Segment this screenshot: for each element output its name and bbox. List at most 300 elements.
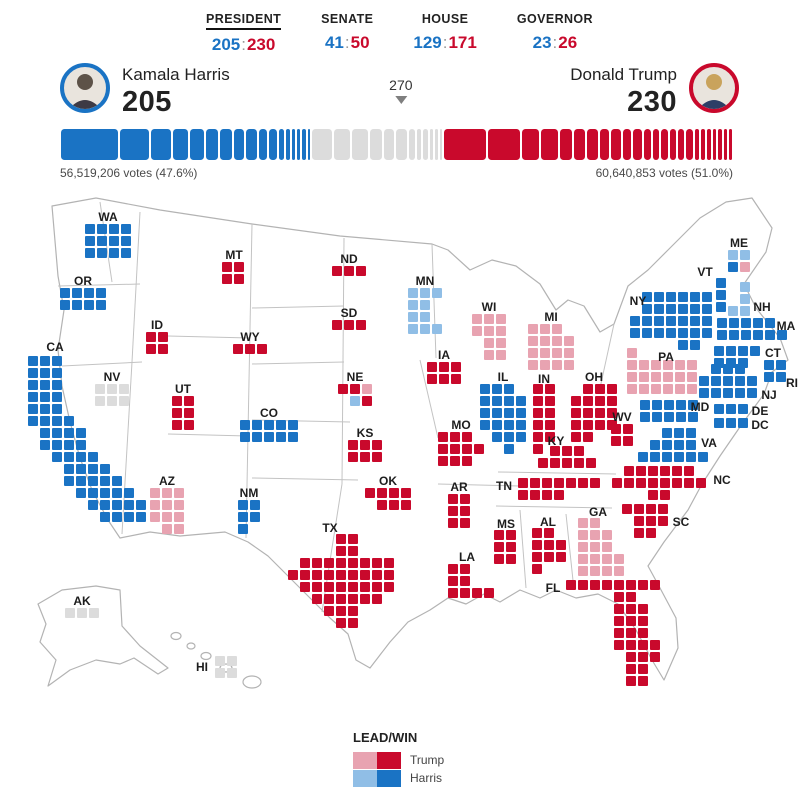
state-cell-ri[interactable] [764, 372, 774, 382]
state-cell-tn[interactable] [530, 478, 540, 488]
state-cell-ny[interactable] [654, 328, 664, 338]
state-cell-az[interactable] [174, 512, 184, 522]
state-cell-sc[interactable] [658, 504, 668, 514]
state-cell-wi[interactable] [496, 314, 506, 324]
state-cell-ms[interactable] [506, 542, 516, 552]
state-cell-wa[interactable] [121, 248, 131, 258]
state-cell-or[interactable] [72, 300, 82, 310]
state-cell-al[interactable] [532, 528, 542, 538]
state-cell-pa[interactable] [675, 372, 685, 382]
state-cell-pa[interactable] [627, 384, 637, 394]
state-cell-ca[interactable] [40, 404, 50, 414]
state-cell-id[interactable] [158, 332, 168, 342]
bar-segment[interactable] [302, 129, 305, 160]
state-cell-nj[interactable] [699, 388, 709, 398]
state-cell-vt[interactable] [716, 290, 726, 300]
state-cell-tx[interactable] [300, 582, 310, 592]
state-cell-ca[interactable] [52, 380, 62, 390]
state-cell-ca[interactable] [40, 392, 50, 402]
bar-segment[interactable] [707, 129, 711, 160]
state-cell-il[interactable] [492, 420, 502, 430]
state-cell-ky[interactable] [574, 446, 584, 456]
state-cell-pa[interactable] [675, 360, 685, 370]
state-cell-ut[interactable] [184, 420, 194, 430]
state-cell-mn[interactable] [420, 300, 430, 310]
state-cell-oh[interactable] [595, 420, 605, 430]
state-cell-ms[interactable] [494, 554, 504, 564]
state-cell-mi[interactable] [564, 336, 574, 346]
bar-segment[interactable] [488, 129, 520, 160]
state-cell-wa[interactable] [109, 224, 119, 234]
state-cell-tn[interactable] [590, 478, 600, 488]
state-cell-sd[interactable] [356, 320, 366, 330]
bar-segment[interactable] [396, 129, 407, 160]
state-cell-pa[interactable] [663, 384, 673, 394]
state-cell-ar[interactable] [448, 506, 458, 516]
state-cell-dc[interactable] [714, 418, 724, 428]
state-cell-nv[interactable] [95, 384, 105, 394]
state-cell-ca[interactable] [64, 440, 74, 450]
bar-segment[interactable] [600, 129, 609, 160]
state-cell-oh[interactable] [583, 432, 593, 442]
state-cell-ca[interactable] [76, 440, 86, 450]
state-cell-az[interactable] [162, 500, 172, 510]
state-cell-oh[interactable] [607, 384, 617, 394]
state-cell-mi[interactable] [540, 360, 550, 370]
state-cell-nc[interactable] [684, 478, 694, 488]
state-cell-fl[interactable] [638, 676, 648, 686]
state-cell-ga[interactable] [578, 554, 588, 564]
state-cell-wi[interactable] [496, 338, 506, 348]
state-cell-ma[interactable] [765, 318, 775, 328]
state-cell-nd[interactable] [344, 266, 354, 276]
state-cell-ok[interactable] [389, 488, 399, 498]
state-cell-nj[interactable] [747, 376, 757, 386]
state-cell-fl[interactable] [650, 640, 660, 650]
state-cell-nv[interactable] [107, 384, 117, 394]
state-cell-co[interactable] [252, 432, 262, 442]
state-cell-mt[interactable] [222, 262, 232, 272]
state-cell-ny[interactable] [678, 328, 688, 338]
state-cell-mn[interactable] [432, 288, 442, 298]
state-cell-tn[interactable] [518, 478, 528, 488]
state-cell-pa[interactable] [639, 384, 649, 394]
state-cell-sc[interactable] [634, 528, 644, 538]
state-cell-tn[interactable] [542, 490, 552, 500]
state-cell-tx[interactable] [372, 594, 382, 604]
state-cell-ne[interactable] [362, 384, 372, 394]
state-cell-ca[interactable] [28, 368, 38, 378]
state-cell-ca[interactable] [28, 404, 38, 414]
state-cell-wi[interactable] [484, 314, 494, 324]
state-cell-me[interactable] [740, 262, 750, 272]
state-cell-ri[interactable] [776, 372, 786, 382]
state-cell-nh[interactable] [740, 306, 750, 316]
state-cell-tn[interactable] [578, 478, 588, 488]
state-cell-ct[interactable] [738, 346, 748, 356]
bar-segment[interactable] [435, 129, 438, 160]
state-cell-ut[interactable] [172, 396, 182, 406]
state-cell-ca[interactable] [64, 428, 74, 438]
state-cell-ga[interactable] [614, 566, 624, 576]
state-cell-nm[interactable] [250, 500, 260, 510]
state-cell-tx[interactable] [324, 582, 334, 592]
state-cell-il[interactable] [480, 408, 490, 418]
state-cell-wv[interactable] [623, 436, 633, 446]
state-cell-ga[interactable] [590, 554, 600, 564]
state-cell-nj[interactable] [735, 376, 745, 386]
state-cell-mi[interactable] [540, 336, 550, 346]
state-cell-ca[interactable] [88, 500, 98, 510]
state-cell-mi[interactable] [552, 324, 562, 334]
state-cell-oh[interactable] [595, 396, 605, 406]
state-cell-wi[interactable] [484, 350, 494, 360]
state-cell-nc[interactable] [660, 478, 670, 488]
bar-segment[interactable] [444, 129, 486, 160]
state-cell-ca[interactable] [40, 380, 50, 390]
state-cell-nc[interactable] [684, 466, 694, 476]
state-cell-ma[interactable] [741, 330, 751, 340]
bar-segment[interactable] [370, 129, 382, 160]
bar-segment[interactable] [417, 129, 421, 160]
tab-president[interactable] [206, 10, 281, 55]
state-cell-ca[interactable] [40, 416, 50, 426]
state-cell-wi[interactable] [496, 350, 506, 360]
state-cell-ca[interactable] [76, 488, 86, 498]
state-cell-co[interactable] [240, 420, 250, 430]
bar-segment[interactable] [729, 129, 732, 160]
state-cell-ny[interactable] [678, 340, 688, 350]
state-cell-ar[interactable] [460, 506, 470, 516]
state-cell-tx[interactable] [372, 558, 382, 568]
state-cell-ca[interactable] [40, 356, 50, 366]
state-cell-wy[interactable] [245, 344, 255, 354]
state-cell-ia[interactable] [427, 362, 437, 372]
state-cell-ct[interactable] [750, 346, 760, 356]
state-cell-ut[interactable] [184, 408, 194, 418]
state-cell-ny[interactable] [690, 316, 700, 326]
state-cell-tx[interactable] [300, 570, 310, 580]
state-cell-nv[interactable] [119, 396, 129, 406]
state-cell-sc[interactable] [634, 504, 644, 514]
state-cell-ok[interactable] [401, 500, 411, 510]
state-cell-ny[interactable] [702, 304, 712, 314]
state-cell-ca[interactable] [28, 380, 38, 390]
state-cell-il[interactable] [516, 420, 526, 430]
state-cell-va[interactable] [674, 452, 684, 462]
state-cell-co[interactable] [288, 420, 298, 430]
state-cell-wi[interactable] [496, 326, 506, 336]
state-cell-ri[interactable] [776, 360, 786, 370]
state-cell-ca[interactable] [76, 428, 86, 438]
state-cell-tx[interactable] [312, 570, 322, 580]
state-cell-in[interactable] [533, 420, 543, 430]
state-cell-or[interactable] [72, 288, 82, 298]
state-cell-la[interactable] [460, 576, 470, 586]
state-cell-il[interactable] [480, 396, 490, 406]
state-cell-ca[interactable] [40, 368, 50, 378]
state-cell-ca[interactable] [76, 464, 86, 474]
state-cell-al[interactable] [544, 528, 554, 538]
state-cell-tx[interactable] [348, 534, 358, 544]
state-cell-id[interactable] [158, 344, 168, 354]
state-cell-nj[interactable] [735, 388, 745, 398]
state-cell-in[interactable] [545, 420, 555, 430]
state-cell-ca[interactable] [52, 428, 62, 438]
state-cell-mi[interactable] [528, 348, 538, 358]
state-cell-ma[interactable] [717, 330, 727, 340]
state-cell-nh[interactable] [728, 306, 738, 316]
state-cell-nj[interactable] [723, 364, 733, 374]
state-cell-ca[interactable] [28, 392, 38, 402]
state-cell-ma[interactable] [717, 318, 727, 328]
state-cell-id[interactable] [146, 332, 156, 342]
state-cell-la[interactable] [448, 588, 458, 598]
state-cell-ks[interactable] [372, 452, 382, 462]
state-cell-la[interactable] [472, 588, 482, 598]
state-cell-az[interactable] [174, 524, 184, 534]
bar-segment[interactable] [151, 129, 171, 160]
state-cell-wy[interactable] [257, 344, 267, 354]
bar-segment[interactable] [297, 129, 300, 160]
bar-segment[interactable] [308, 129, 310, 160]
state-cell-fl[interactable] [638, 580, 648, 590]
state-cell-vt[interactable] [716, 278, 726, 288]
state-cell-il[interactable] [504, 432, 514, 442]
bar-segment[interactable] [269, 129, 276, 160]
state-cell-va[interactable] [674, 440, 684, 450]
state-cell-ca[interactable] [100, 464, 110, 474]
bar-segment[interactable] [686, 129, 692, 160]
state-cell-co[interactable] [276, 420, 286, 430]
state-cell-va[interactable] [698, 452, 708, 462]
state-cell-ky[interactable] [562, 458, 572, 468]
bar-segment[interactable] [292, 129, 295, 160]
state-cell-nc[interactable] [660, 490, 670, 500]
state-cell-wi[interactable] [472, 326, 482, 336]
state-cell-il[interactable] [480, 420, 490, 430]
state-cell-fl[interactable] [638, 628, 648, 638]
state-cell-ok[interactable] [365, 488, 375, 498]
state-cell-mn[interactable] [420, 288, 430, 298]
state-cell-tx[interactable] [348, 606, 358, 616]
state-cell-al[interactable] [532, 540, 542, 550]
state-cell-oh[interactable] [571, 408, 581, 418]
state-cell-ca[interactable] [76, 476, 86, 486]
state-cell-ny[interactable] [678, 292, 688, 302]
state-cell-tx[interactable] [348, 570, 358, 580]
state-cell-or[interactable] [84, 288, 94, 298]
state-cell-ny[interactable] [666, 292, 676, 302]
state-cell-fl[interactable] [626, 592, 636, 602]
state-cell-nj[interactable] [699, 376, 709, 386]
state-cell-tx[interactable] [312, 582, 322, 592]
state-cell-ok[interactable] [401, 488, 411, 498]
state-cell-mo[interactable] [438, 444, 448, 454]
state-cell-fl[interactable] [650, 580, 660, 590]
state-cell-tx[interactable] [372, 582, 382, 592]
state-cell-in[interactable] [533, 396, 543, 406]
state-cell-ks[interactable] [348, 440, 358, 450]
state-cell-pa[interactable] [675, 384, 685, 394]
state-cell-tx[interactable] [348, 558, 358, 568]
state-cell-ca[interactable] [88, 452, 98, 462]
state-cell-co[interactable] [264, 432, 274, 442]
state-cell-nh[interactable] [740, 294, 750, 304]
state-cell-ny[interactable] [678, 316, 688, 326]
state-cell-ga[interactable] [578, 566, 588, 576]
state-cell-ca[interactable] [52, 356, 62, 366]
state-cell-ne[interactable] [350, 396, 360, 406]
state-cell-il[interactable] [504, 444, 514, 454]
state-cell-pa[interactable] [627, 360, 637, 370]
state-cell-sc[interactable] [622, 504, 632, 514]
state-cell-va[interactable] [662, 428, 672, 438]
state-cell-tn[interactable] [554, 490, 564, 500]
state-cell-ca[interactable] [52, 404, 62, 414]
state-cell-tx[interactable] [312, 594, 322, 604]
state-cell-va[interactable] [686, 452, 696, 462]
state-cell-dc[interactable] [738, 418, 748, 428]
state-cell-ar[interactable] [448, 494, 458, 504]
state-cell-fl[interactable] [614, 628, 624, 638]
state-cell-ia[interactable] [439, 374, 449, 384]
state-cell-fl[interactable] [638, 616, 648, 626]
state-cell-sd[interactable] [344, 320, 354, 330]
bar-segment[interactable] [611, 129, 620, 160]
state-cell-tx[interactable] [336, 546, 346, 556]
state-cell-nm[interactable] [238, 500, 248, 510]
state-cell-mn[interactable] [420, 324, 430, 334]
bar-segment[interactable] [279, 129, 284, 160]
state-cell-ca[interactable] [64, 476, 74, 486]
state-cell-sc[interactable] [646, 516, 656, 526]
state-cell-sc[interactable] [634, 516, 644, 526]
bar-segment[interactable] [701, 129, 705, 160]
bar-segment[interactable] [653, 129, 659, 160]
state-cell-ia[interactable] [427, 374, 437, 384]
state-cell-ia[interactable] [451, 362, 461, 372]
state-cell-nd[interactable] [356, 266, 366, 276]
state-cell-pa[interactable] [627, 348, 637, 358]
state-cell-sc[interactable] [646, 528, 656, 538]
state-cell-ny[interactable] [654, 304, 664, 314]
state-cell-ok[interactable] [377, 488, 387, 498]
state-cell-wa[interactable] [121, 236, 131, 246]
state-cell-fl[interactable] [638, 652, 648, 662]
state-cell-co[interactable] [288, 432, 298, 442]
state-cell-nm[interactable] [250, 512, 260, 522]
state-cell-fl[interactable] [578, 580, 588, 590]
state-cell-nv[interactable] [107, 396, 117, 406]
state-cell-tx[interactable] [312, 558, 322, 568]
state-cell-ga[interactable] [578, 530, 588, 540]
state-cell-id[interactable] [146, 344, 156, 354]
state-cell-ma[interactable] [729, 330, 739, 340]
state-cell-ca[interactable] [64, 452, 74, 462]
state-cell-ca[interactable] [100, 512, 110, 522]
bar-segment[interactable] [120, 129, 149, 160]
state-cell-az[interactable] [174, 500, 184, 510]
state-cell-il[interactable] [492, 432, 502, 442]
state-cell-nc[interactable] [648, 490, 658, 500]
state-cell-ga[interactable] [590, 530, 600, 540]
state-cell-wv[interactable] [611, 424, 621, 434]
state-cell-il[interactable] [504, 408, 514, 418]
state-cell-nc[interactable] [636, 478, 646, 488]
state-cell-ne[interactable] [338, 384, 348, 394]
state-cell-ca[interactable] [88, 476, 98, 486]
state-cell-nm[interactable] [238, 524, 248, 534]
state-cell-in[interactable] [545, 408, 555, 418]
state-cell-ca[interactable] [40, 440, 50, 450]
state-cell-ga[interactable] [590, 542, 600, 552]
state-cell-co[interactable] [252, 420, 262, 430]
state-cell-tx[interactable] [372, 570, 382, 580]
state-cell-nj[interactable] [747, 388, 757, 398]
state-cell-tx[interactable] [336, 606, 346, 616]
state-cell-de[interactable] [714, 404, 724, 414]
state-cell-ca[interactable] [124, 488, 134, 498]
state-cell-sc[interactable] [646, 504, 656, 514]
state-cell-tx[interactable] [348, 546, 358, 556]
state-cell-ca[interactable] [88, 488, 98, 498]
state-cell-nj[interactable] [711, 388, 721, 398]
state-cell-wa[interactable] [85, 248, 95, 258]
state-cell-tx[interactable] [300, 558, 310, 568]
state-cell-nc[interactable] [648, 478, 658, 488]
state-cell-ar[interactable] [460, 518, 470, 528]
state-cell-tx[interactable] [336, 582, 346, 592]
state-cell-ca[interactable] [100, 500, 110, 510]
state-cell-il[interactable] [516, 408, 526, 418]
bar-segment[interactable] [678, 129, 684, 160]
state-cell-oh[interactable] [607, 396, 617, 406]
state-cell-ut[interactable] [184, 396, 194, 406]
state-cell-oh[interactable] [583, 384, 593, 394]
state-cell-mn[interactable] [408, 324, 418, 334]
state-cell-md[interactable] [652, 400, 662, 410]
bar-segment[interactable] [713, 129, 716, 160]
state-cell-al[interactable] [532, 552, 542, 562]
state-cell-mi[interactable] [564, 360, 574, 370]
state-cell-al[interactable] [556, 552, 566, 562]
state-cell-ca[interactable] [100, 476, 110, 486]
state-cell-il[interactable] [492, 408, 502, 418]
state-cell-la[interactable] [448, 564, 458, 574]
state-cell-or[interactable] [96, 300, 106, 310]
state-cell-mi[interactable] [552, 360, 562, 370]
state-cell-ny[interactable] [702, 316, 712, 326]
state-cell-mn[interactable] [408, 300, 418, 310]
state-cell-wa[interactable] [97, 248, 107, 258]
state-cell-oh[interactable] [571, 420, 581, 430]
state-cell-nc[interactable] [624, 478, 634, 488]
state-cell-va[interactable] [686, 440, 696, 450]
state-cell-ny[interactable] [690, 292, 700, 302]
state-cell-wi[interactable] [484, 326, 494, 336]
state-cell-ut[interactable] [172, 408, 182, 418]
state-cell-co[interactable] [240, 432, 250, 442]
state-cell-dc[interactable] [726, 418, 736, 428]
state-cell-mt[interactable] [234, 262, 244, 272]
state-cell-ne[interactable] [350, 384, 360, 394]
state-cell-md[interactable] [664, 412, 674, 422]
bar-segment[interactable] [423, 129, 427, 160]
state-cell-nh[interactable] [740, 282, 750, 292]
state-cell-sd[interactable] [332, 320, 342, 330]
state-cell-nc[interactable] [672, 466, 682, 476]
